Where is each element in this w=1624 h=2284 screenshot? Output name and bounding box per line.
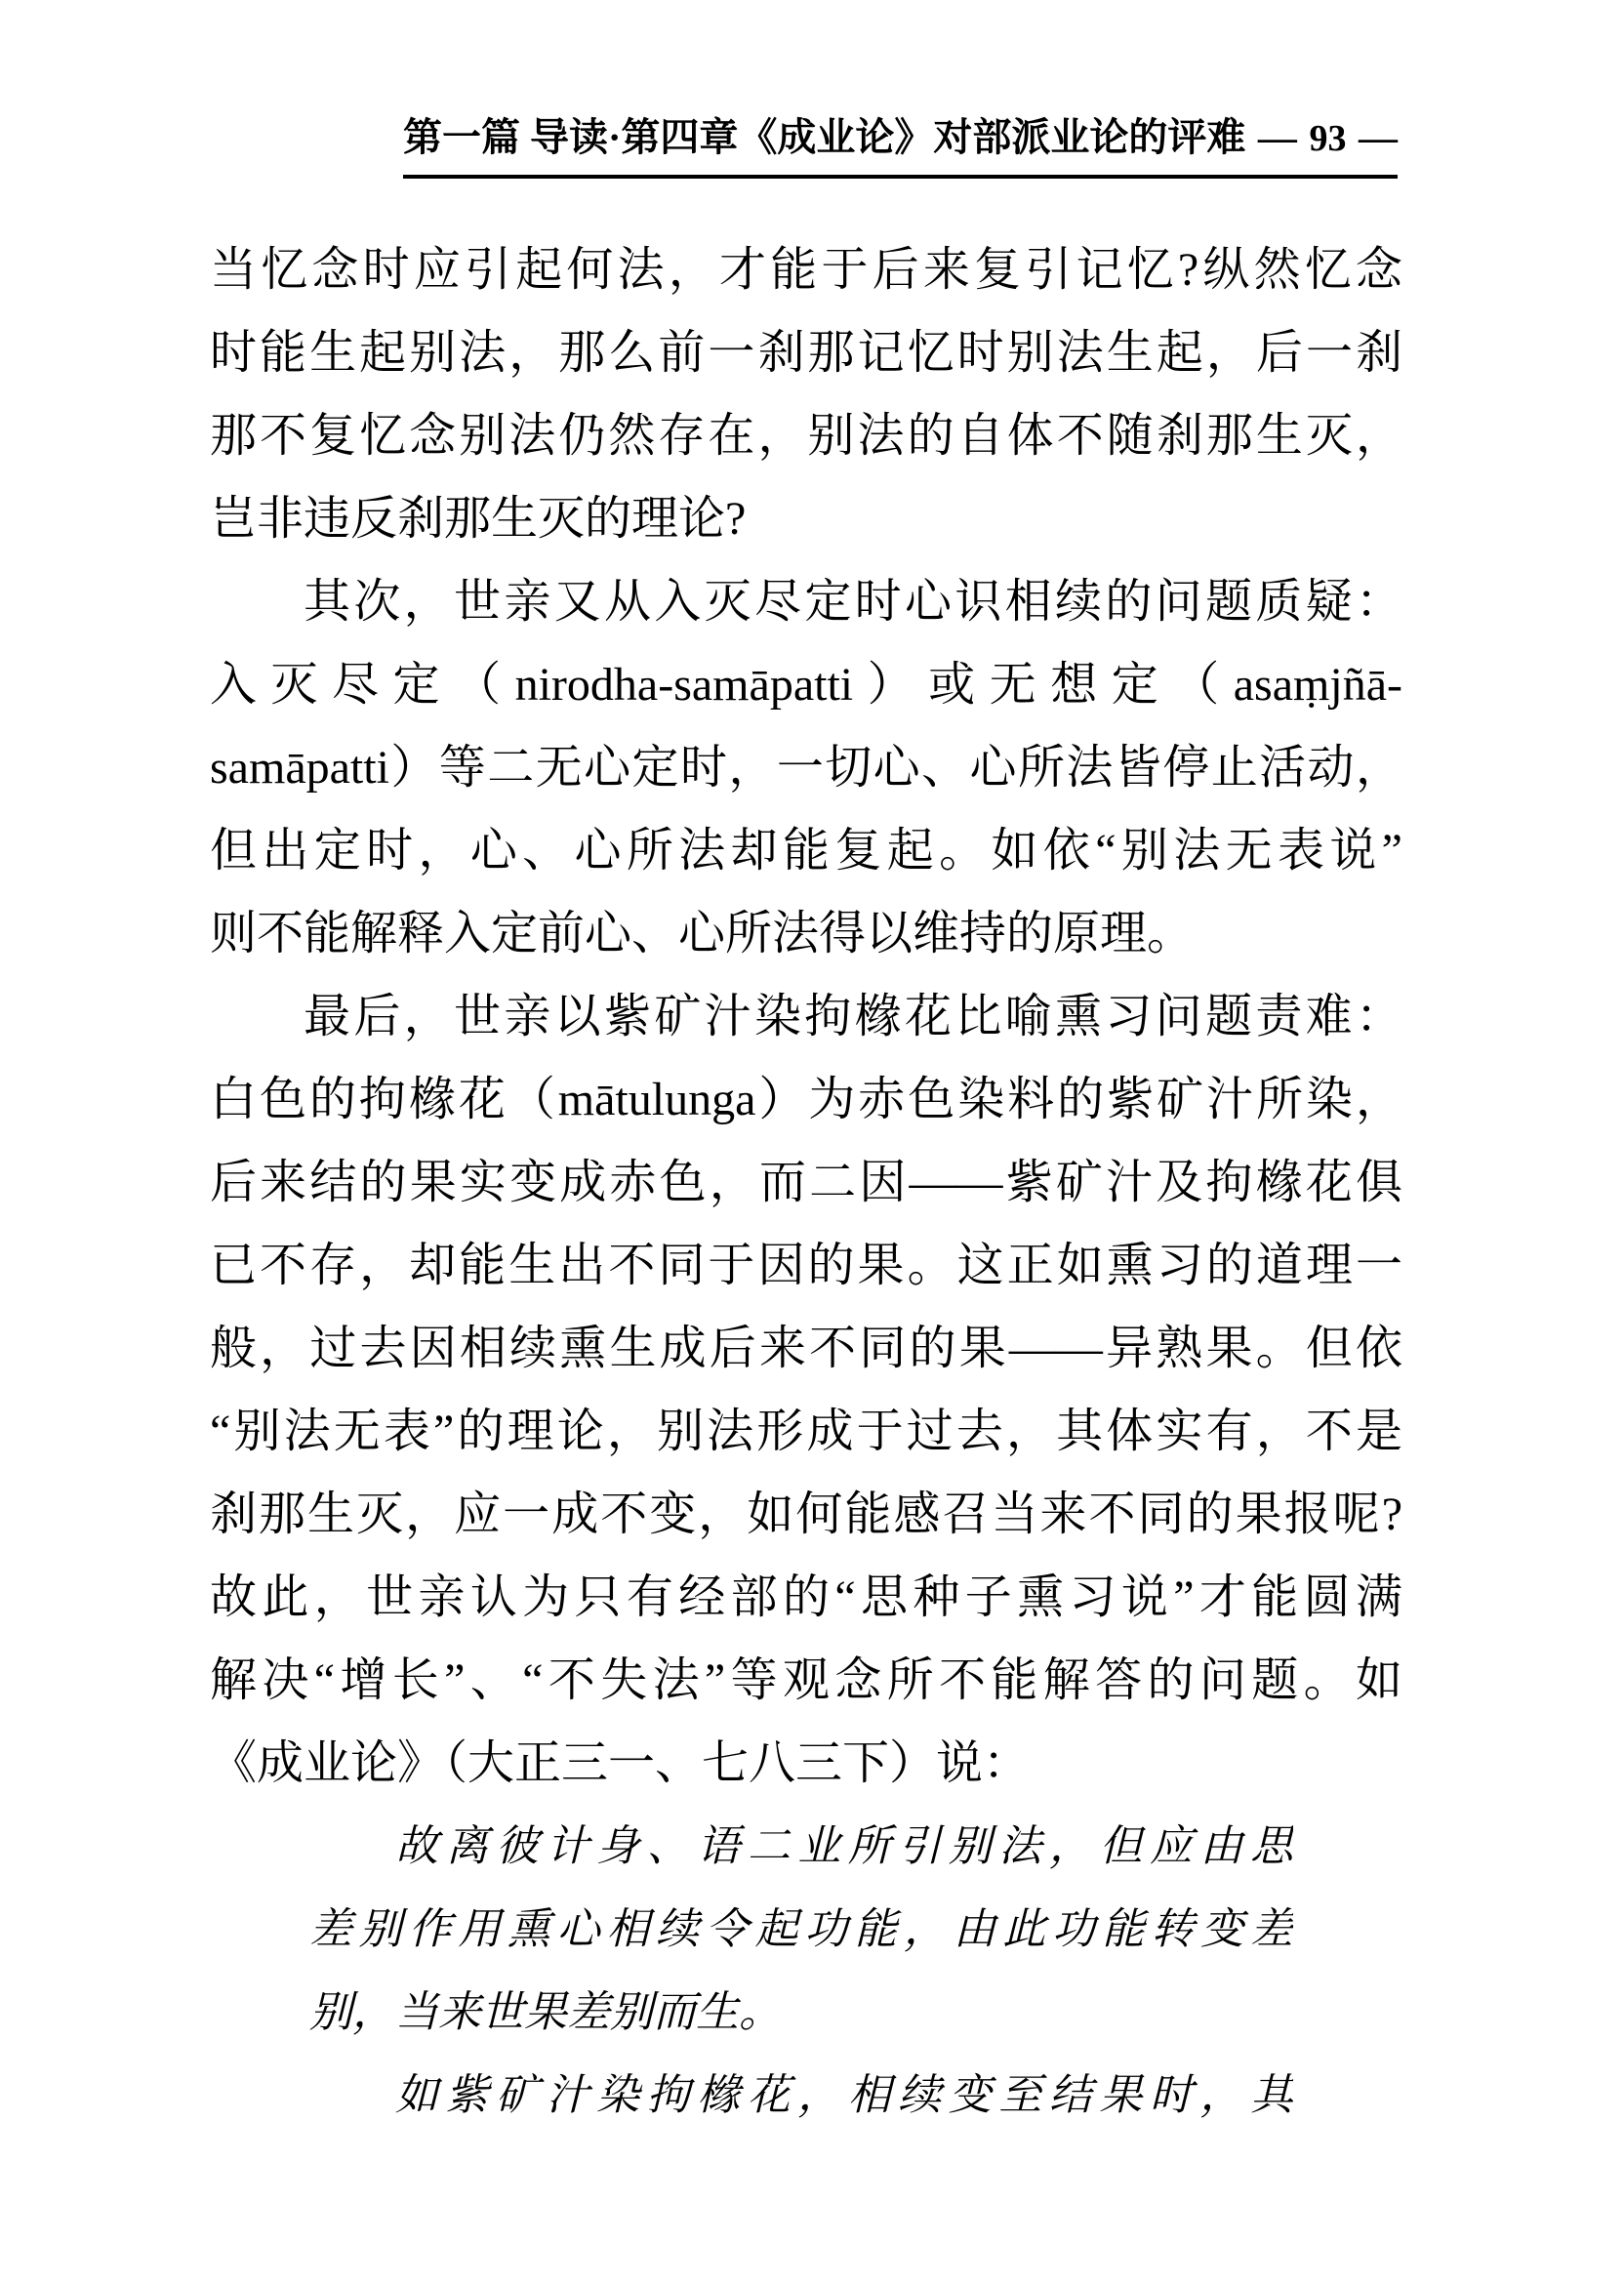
header-dash-left: —	[1257, 115, 1297, 159]
body-line: 入灭尽定（nirodha-samāpatti）或无想定（asaṃjñā-	[210, 659, 1402, 711]
body-line: 白色的拘橼花（mātulunga）为赤色染料的紫矿汁所染，	[210, 1074, 1402, 1125]
body-line: 则不能解释入定前心、心所法得以维持的原理。	[210, 908, 1195, 959]
body-line: 解决“增长”、“不失法”等观念所不能解答的问题。如	[210, 1654, 1402, 1706]
quote-line: 如紫矿汁染拘橼花，相续变至结果时，其	[395, 2071, 1293, 2119]
body-line: samāpatti）等二无心定时，一切心、心所法皆停止活动，	[210, 742, 1402, 794]
body-line: 时能生起别法，那么前一刹那记忆时别法生起，后一刹	[210, 327, 1402, 379]
header-page-number: 93	[1309, 118, 1347, 159]
body-line: 般，过去因相续熏生成后来不同的果——异熟果。但依	[210, 1323, 1402, 1374]
header-dash-right: —	[1358, 115, 1398, 159]
body-line: 最后，世亲以紫矿汁染拘橼花比喻熏习问题责难：	[304, 991, 1402, 1042]
body-line: “别法无表”的理论，别法形成于过去，其体实有，不是	[210, 1406, 1402, 1457]
body-line: 其次，世亲又从入灭尽定时心识相续的问题质疑：	[304, 576, 1402, 628]
body-line: 故此，世亲认为只有经部的“思种子熏习说”才能圆满	[210, 1571, 1402, 1623]
quote-line: 别，当来世果差别而生。	[309, 1988, 782, 2036]
body-line: 那不复忆念别法仍然存在，别法的自体不随刹那生灭，	[210, 410, 1402, 462]
body-line: 当忆念时应引起何法，才能于后来复引记忆?纵然忆念	[210, 244, 1402, 296]
header-title: 第一篇 导读·第四章《成业论》对部派业论的评难	[403, 115, 1246, 159]
body-line: 后来结的果实变成赤色，而二因——紫矿汁及拘橼花俱	[210, 1157, 1402, 1208]
body-line: 岂非违反刹那生灭的理论?	[210, 493, 747, 545]
quote-line: 故离彼计身、语二业所引别法，但应由思	[395, 1822, 1293, 1870]
body-text	[210, 228, 1402, 2137]
quote-line: 差别作用熏心相续令起功能，由此功能转变差	[309, 1905, 1293, 1953]
body-line: 已不存，却能生出不同于因的果。这正如熏习的道理一	[210, 1240, 1402, 1291]
body-line: 《成业论》（大正三一、七八三下）说：	[210, 1737, 1031, 1789]
page-header	[403, 115, 1398, 179]
body-line: 刹那生灭，应一成不变，如何能感召当来不同的果报呢?	[210, 1489, 1402, 1540]
body-line: 但出定时，心、心所法却能复起。如依“别法无表说”	[210, 825, 1402, 877]
